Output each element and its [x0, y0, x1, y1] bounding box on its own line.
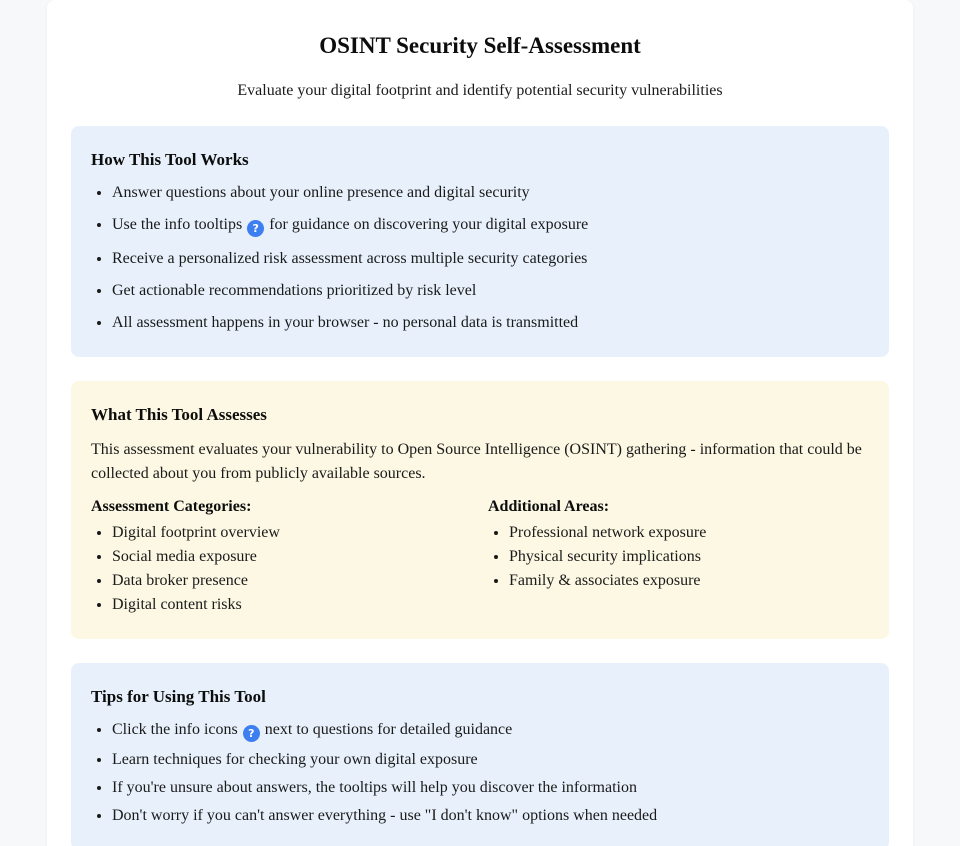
list-item	[112, 806, 869, 826]
additional-areas-heading: Additional Areas:	[488, 498, 610, 515]
list-item	[112, 215, 869, 237]
list-item	[509, 523, 869, 543]
list-item	[509, 547, 869, 567]
list-item	[112, 750, 869, 770]
list-item-text: Physical security implications	[509, 548, 701, 565]
list-item	[112, 183, 869, 203]
question-mark-glyph: ?	[248, 727, 255, 740]
list-item-text: If you're unsure about answers, the tooltips will help you discover the information	[112, 779, 637, 796]
assessment-categories-list	[91, 523, 472, 615]
list-item-text: Don't worry if you can't answer everything - use "I don't know" options when needed	[112, 807, 658, 824]
list-item	[112, 281, 869, 301]
page-title: OSINT Security Self-Assessment	[319, 33, 641, 58]
additional-areas-column	[488, 498, 869, 615]
list-item-text: Use the info tooltips	[112, 216, 243, 233]
list-item-text: next to questions for detailed guidance	[264, 721, 513, 738]
list-item	[112, 547, 472, 567]
question-mark-glyph: ?	[252, 222, 259, 235]
how-it-works-list	[91, 183, 869, 333]
list-item	[112, 249, 869, 269]
list-item-text: Professional network exposure	[509, 524, 707, 541]
list-item-text: Learn techniques for checking your own digital exposure	[112, 751, 478, 768]
additional-areas-list	[488, 523, 869, 591]
tips-box	[71, 663, 889, 846]
how-it-works-heading: How This Tool Works	[91, 150, 249, 169]
list-item	[112, 523, 472, 543]
list-item-text: Click the info icons	[112, 721, 238, 738]
question-tooltip-icon[interactable]	[247, 220, 264, 237]
list-item-text: All assessment happens in your browser - no personal data is transmitted	[112, 314, 579, 331]
page-subtitle: Evaluate your digital footprint and identify potential security vulnerabilities	[237, 82, 723, 99]
what-assesses-box	[71, 381, 889, 639]
list-item-text: Digital content risks	[112, 596, 242, 613]
list-item-text: for guidance on discovering your digital exposure	[269, 216, 589, 233]
list-item	[112, 595, 472, 615]
tips-list	[91, 720, 869, 826]
list-item-text: Family & associates exposure	[509, 572, 701, 589]
how-it-works-box	[71, 126, 889, 357]
what-assesses-description: This assessment evaluates your vulnerability to Open Source Intelligence (OSINT) gathering - information that could be collected about you from publicly available sources.	[91, 441, 862, 482]
what-assesses-heading: What This Tool Assesses	[91, 405, 267, 424]
question-tooltip-icon[interactable]	[243, 725, 260, 742]
list-item-text: Receive a personalized risk assessment across multiple security categories	[112, 250, 588, 267]
list-item-text: Get actionable recommendations prioritized by risk level	[112, 282, 477, 299]
assessment-categories-column	[91, 498, 472, 615]
list-item-text: Digital footprint overview	[112, 524, 280, 541]
assessment-card	[47, 0, 913, 846]
tips-heading: Tips for Using This Tool	[91, 687, 266, 706]
list-item	[112, 571, 472, 591]
list-item	[112, 778, 869, 798]
assessment-categories-heading: Assessment Categories:	[91, 498, 252, 515]
list-item	[112, 313, 869, 333]
list-item-text: Data broker presence	[112, 572, 248, 589]
list-item-text: Social media exposure	[112, 548, 257, 565]
list-item	[509, 571, 869, 591]
list-item	[112, 720, 869, 742]
list-item-text: Answer questions about your online presence and digital security	[112, 184, 530, 201]
assessment-columns	[91, 498, 869, 615]
